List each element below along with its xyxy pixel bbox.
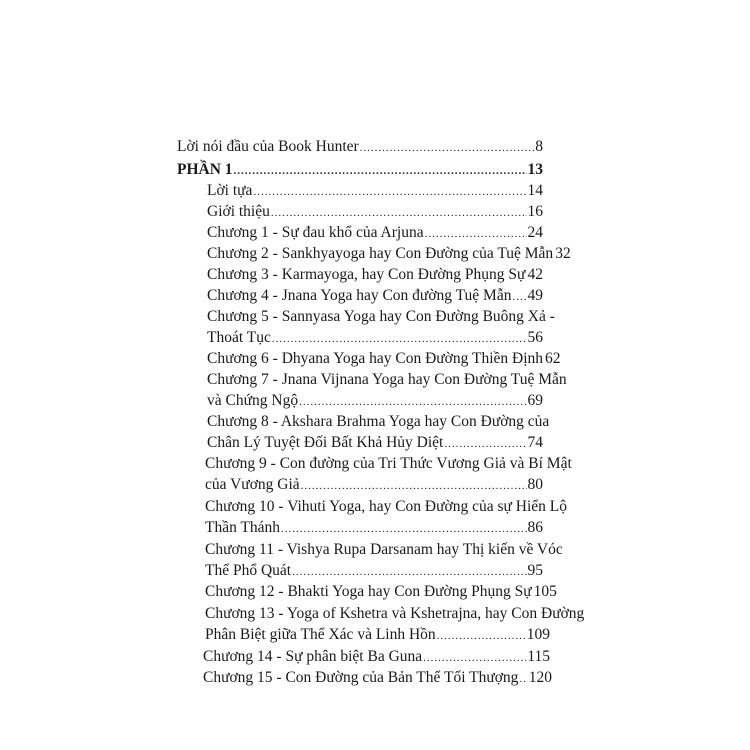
toc-entry-title: Thần Thánh: [205, 519, 281, 536]
toc-entry-ch7: [207, 390, 543, 413]
toc-entry-title: và Chứng Ngộ: [207, 392, 299, 409]
toc-entry-title: Giới thiệu: [207, 203, 270, 220]
toc-entry-ch12: [205, 581, 557, 604]
toc-entry-page: 42: [527, 266, 543, 283]
toc-entry-page: 120: [528, 669, 552, 686]
toc-entry-page: 80: [527, 476, 543, 493]
toc-entry-ch14: [203, 646, 550, 669]
toc-entry-ch3: [207, 264, 543, 287]
toc-entry-page: 49: [527, 287, 543, 304]
toc-entry-page: 8: [535, 138, 543, 155]
toc-entry-ch10-line1: Chương 10 - Vihuti Yoga, hay Con Đường của sự Hiển Lộ: [205, 498, 567, 515]
toc-entry-title: Thể Phổ Quát: [205, 562, 292, 579]
toc-entry-ch7-line1: Chương 7 - Jnana Vijnana Yoga hay Con Đường Tuệ Mẫn: [207, 371, 567, 388]
toc-entry-ch8: [207, 432, 543, 455]
toc-entry-title: Thoát Tục: [207, 329, 271, 346]
toc-entry-preface: [177, 136, 543, 159]
toc-entry-ch2: [207, 243, 571, 265]
toc-entry-title: Chương 2 - Sankhyayoga hay Con Đường của Tuệ Mẫn: [207, 245, 554, 262]
toc-entry-ch9-line1: Chương 9 - Con đường của Tri Thức Vương Giả và Bí Mật: [205, 455, 572, 472]
toc-entry-title: của Vương Giả: [205, 476, 300, 493]
toc-entry-ch13-line1: Chương 13 - Yoga of Kshetra và Kshetrajna, hay Con Đường: [205, 605, 585, 622]
toc-entry-ch8-line1: Chương 8 - Akshara Brahma Yoga hay Con Đường của: [207, 413, 550, 430]
toc-entry-page: 24: [527, 224, 543, 241]
toc-entry-page: 86: [527, 519, 543, 536]
toc-entry-ch5: [207, 327, 543, 350]
toc-entry-title: Chương 1 - Sự đau khổ của Arjuna: [207, 224, 424, 241]
toc-entry-title: Chương 3 - Karmayoga, hay Con Đường Phụng Sự: [207, 266, 526, 283]
toc-entry-page: 115: [527, 648, 550, 665]
toc-entry-title: Lời tựa: [207, 182, 253, 199]
toc-entry-ch1: [207, 222, 543, 245]
toc-entry-title: Chân Lý Tuyệt Đối Bất Khả Hủy Diệt: [207, 434, 444, 451]
toc-entry-ch11-line1: Chương 11 - Vishya Rupa Darsanam hay Thị kiến về Vóc: [205, 541, 563, 558]
toc-entry-foreword: [207, 180, 543, 203]
toc-entry-ch11: [205, 560, 543, 583]
toc-entry-title: Chương 12 - Bhakti Yoga hay Con Đường Phụng Sự: [205, 583, 532, 600]
toc-entry-ch13: [205, 624, 550, 647]
toc-entry-title: Lời nói đầu của Book Hunter: [177, 138, 359, 155]
toc-entry-ch4: [207, 285, 543, 308]
toc-entry-title: PHẦN 1: [177, 161, 233, 178]
toc-entry-page: 13: [527, 161, 543, 178]
toc-entry-ch10: [205, 517, 543, 540]
toc-entry-page: 95: [527, 562, 543, 579]
toc-entry-ch6: [207, 348, 561, 371]
toc-entry-page: 74: [527, 434, 543, 451]
toc-entry-ch9: [205, 474, 543, 497]
toc-entry-ch15: [203, 667, 552, 690]
toc-entry-title: Chương 15 - Con Đường của Bản Thể Tối Thượng: [203, 669, 519, 686]
toc-entry-page: 62: [545, 350, 561, 367]
toc-entry-page: 109: [526, 626, 550, 643]
toc-entry-page: 105: [533, 583, 557, 600]
toc-entry-ch5-line1: Chương 5 - Sannyasa Yoga hay Con Đường Buông Xả -: [207, 308, 555, 325]
toc-entry-title: Chương 14 - Sự phân biệt Ba Guna: [203, 648, 423, 665]
toc-entry-page: 32: [555, 245, 571, 262]
toc-entry-page: 16: [527, 203, 543, 220]
toc-entry-title: Chương 4 - Jnana Yoga hay Con đường Tuệ Mẫn: [207, 287, 512, 304]
toc-entry-page: 14: [527, 182, 543, 199]
toc-entry-intro: [207, 201, 543, 224]
toc-entry-title: Chương 6 - Dhyana Yoga hay Con Đường Thiền Định: [207, 350, 544, 367]
toc-entry-part1: [177, 159, 543, 182]
toc-entry-page: 56: [527, 329, 543, 346]
toc-entry-page: 69: [527, 392, 543, 409]
toc-entry-title: Phân Biệt giữa Thể Xác và Linh Hồn: [205, 626, 436, 643]
